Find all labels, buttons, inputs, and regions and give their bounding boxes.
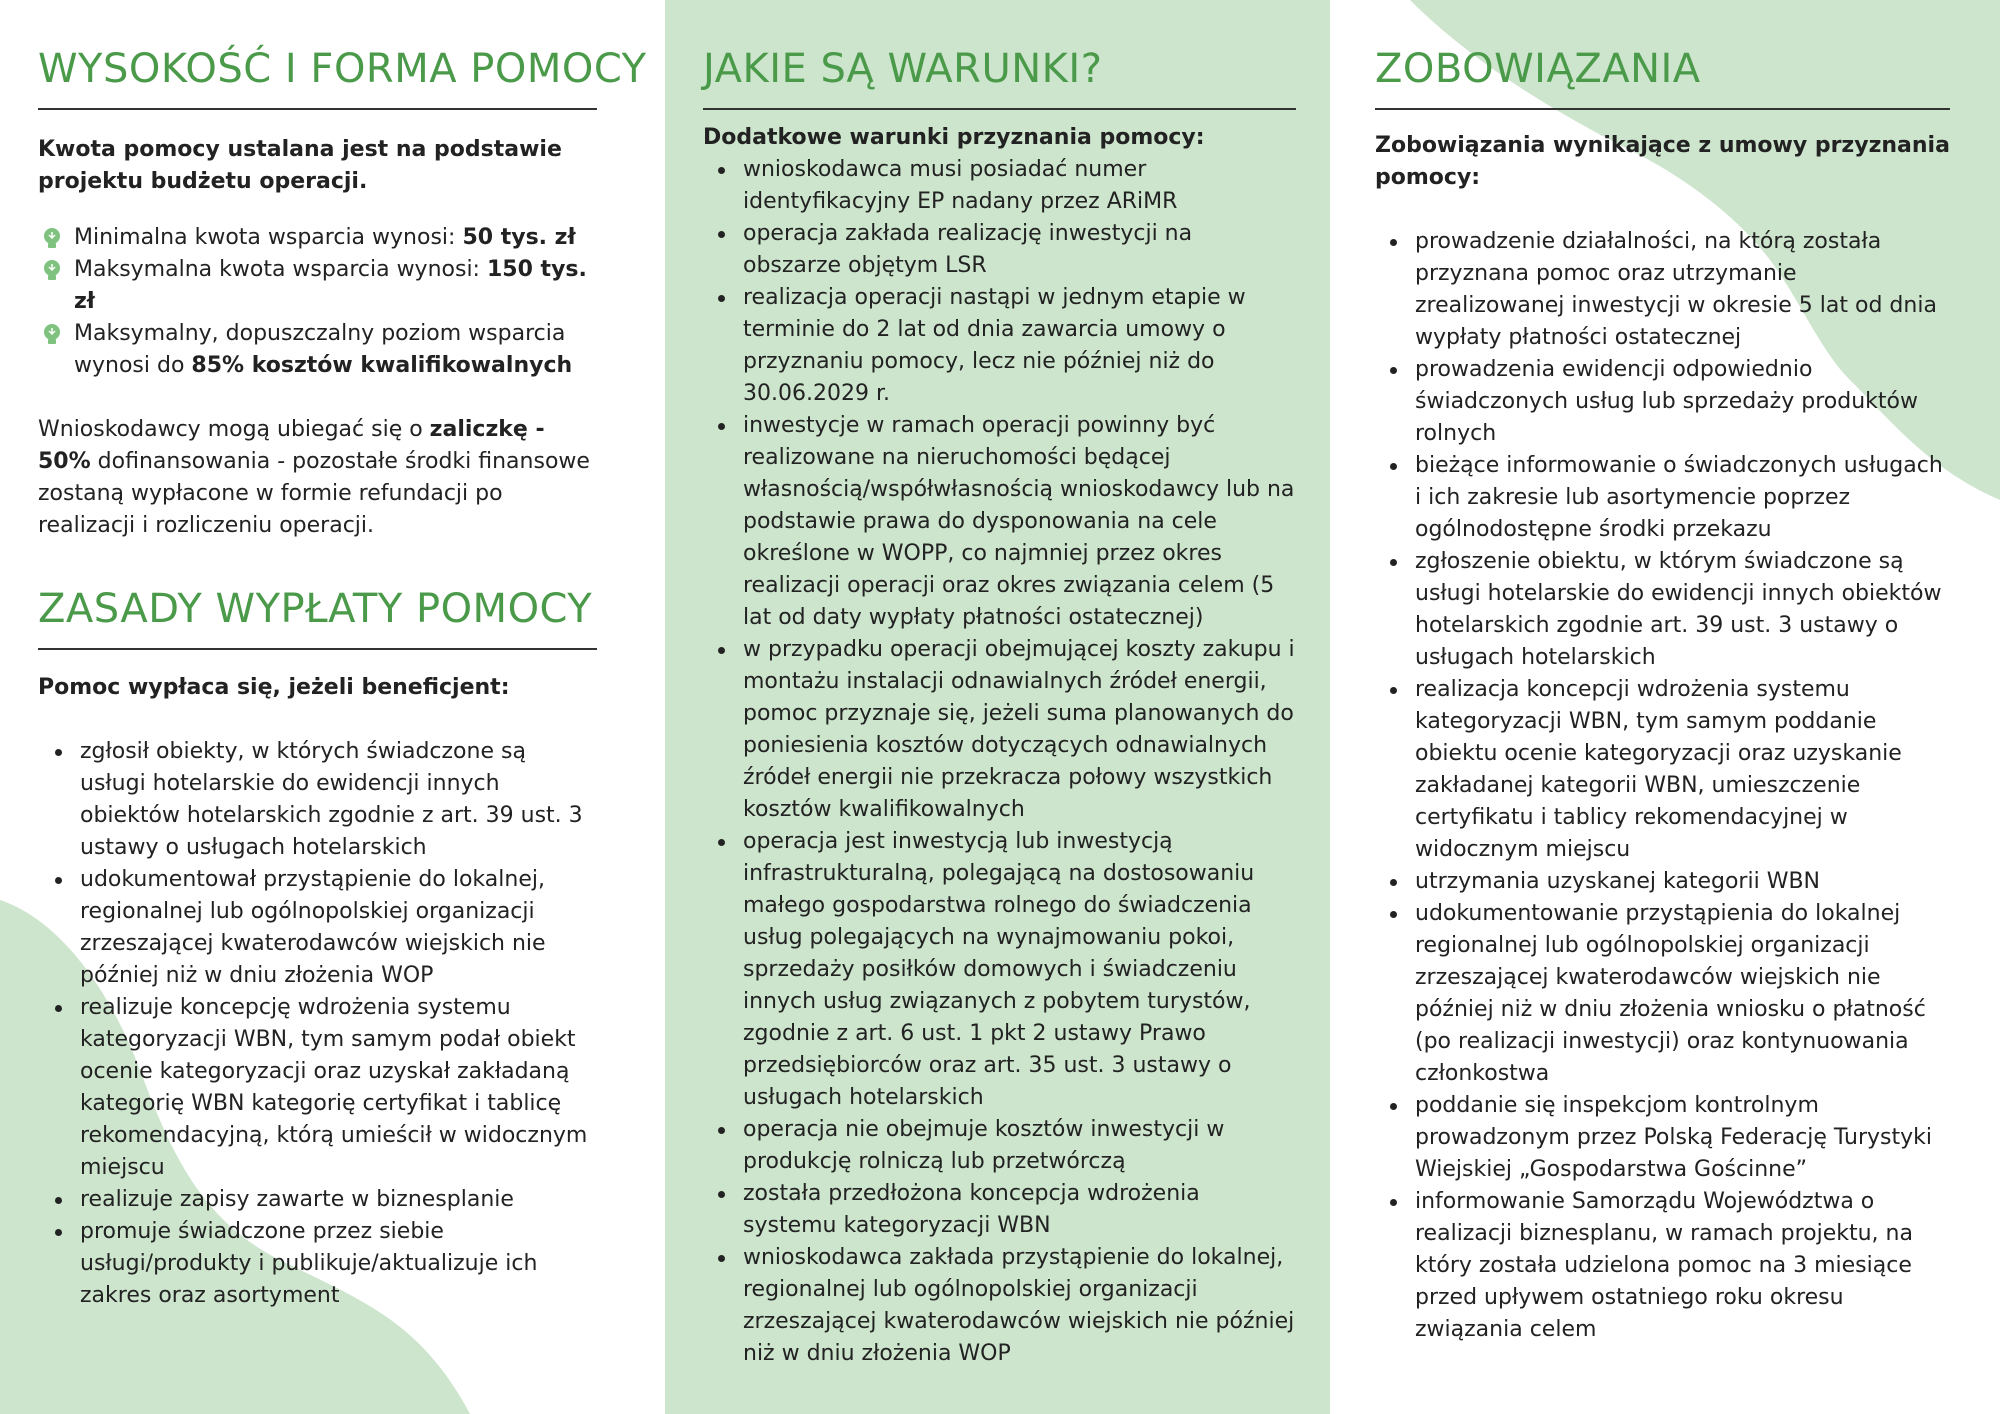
list-item: operacja jest inwestycją lub inwestycją infrastrukturalną, polegającą na dostosowaniu małego gospodarstwa rolnego do świadczenia usług polegających na wynajmowaniu pokoi, sprzedaży posiłków domowych i świadczeniu innych usług związanych z pobytem turystów, zgodnie z art. 6 ust. 1 pkt 2 ustawy Prawo przedsiębiorców oraz art. 35 ust. 3 ustawy o usługach hotelarskich [743,826,1296,1114]
advance-text-rest: dofinansowania - pozostałe środki finansowe zostaną wypłacone w formie refundacji po realizacji i rozliczeniu operacji. [38,449,590,538]
advance-value: zaliczkę - 50% [38,417,545,474]
list-item: realizuje koncepcję wdrożenia systemu kategoryzacji WBN, tym samym podał obiekt ocenie kategoryzacji oraz uzyskał zakładaną kategorię WBN kategorię certyfikat i tablicę rekomendacyjną, którą umieścił w widocznym miejscu [80,992,597,1184]
list-item: operacja nie obejmuje kosztów inwestycji w produkcję rolniczą lub przetwórczą [743,1114,1296,1178]
list-item: w przypadku operacji obejmującej koszty zakupu i montażu instalacji odnawialnych źródeł energii, pomoc przyznaje się, jeżeli suma planowanych do poniesienia kosztów dotyczących odnawialnych źródeł energii nie przekracza połowy wszystkich kosztów kwalifikowalnych [743,634,1296,826]
column-middle [665,0,1330,1414]
heading-conditions: JAKIE SĄ WARUNKI? [703,46,1103,92]
list-item: bieżące informowanie o świadczonych usługach i ich zakresie lub asortymencie poprzez ogólnodostępne środki przekazu [1415,450,1950,546]
list-item: zgłosił obiekty, w których świadczone są usługi hotelarskie do ewidencji innych obiektów hotelarskich zgodnie z art. 39 ust. 3 ustawy o usługach hotelarskich [80,736,597,864]
payment-list [38,736,597,1312]
list-item: operacja zakłada realizację inwestycji na obszarze objętym LSR [743,218,1296,282]
lightbulb-icon [40,258,64,282]
list-item: udokumentował przystąpienie do lokalnej, regionalnej lub ogólnopolskiej organizacji zrzeszającej kwaterodawców wiejskich nie później niż w dniu złożenia WOP [80,864,597,992]
list-item: wnioskodawca musi posiadać numer identyfikacyjny EP nadany przez ARiMR [743,154,1296,218]
list-item: wnioskodawca zakłada przystąpienie do lokalnej, regionalnej lub ogólnopolskiej organizacji zrzeszającej kwaterodawców wiejskich nie później niż w dniu złożenia WOP [743,1242,1296,1370]
divider [38,648,597,650]
amount-text: Maksymalna kwota wsparcia wynosi: [74,257,487,282]
column-right [1330,0,2000,1414]
payment-lead: Pomoc wypłaca się, jeżeli beneficjent: [38,675,510,700]
list-item: inwestycje w ramach operacji powinny być realizowane na nieruchomości będącej własnością/współwłasnością wnioskodawcy lub na podstawie prawa do dysponowania na cele określone w WOPP, co najmniej przez okres realizacji operacji oraz okres związania celem (5 lat od daty wypłaty płatności ostatecznej) [743,410,1296,634]
amount-lead: Kwota pomocy ustalana jest na podstawie projektu budżetu operacji. [38,137,562,194]
obligations-lead: Zobowiązania wynikające z umowy przyznania pomocy: [1375,133,1950,190]
column-left [0,0,665,1414]
divider [38,108,597,110]
amount-text: Minimalna kwota wsparcia wynosi: [74,225,463,250]
list-item [38,222,597,254]
list-item: prowadzenie działalności, na którą została przyznana pomoc oraz utrzymanie zrealizowanej inwestycji w okresie 5 lat od dnia wypłaty płatności ostatecznej [1415,226,1950,354]
list-item: realizacja operacji nastąpi w jednym etapie w terminie do 2 lat od dnia zawarcia umowy o przyznaniu pomocy, lecz nie później niż do 30.06.2029 r. [743,282,1296,410]
amount-value: 150 tys. zł [74,257,587,314]
list-item: realizuje zapisy zawarte w biznesplanie [80,1184,597,1216]
list-item: utrzymania uzyskanej kategorii WBN [1415,866,1950,898]
advance-paragraph [38,414,597,542]
heading-amount-form: WYSOKOŚĆ I FORMA POMOCY [38,46,647,92]
amount-value: 85% kosztów kwalifikowalnych [191,353,573,378]
amount-text: Maksymalny, dopuszczalny poziom wsparcia wynosi do [74,321,566,378]
lightbulb-icon [40,322,64,346]
list-item [38,254,597,318]
list-item [38,318,597,382]
list-item: zgłoszenie obiektu, w którym świadczone są usługi hotelarskie do ewidencji innych obiektów hotelarskich zgodnie art. 39 ust. 3 ustawy o usługach hotelarskich [1415,546,1950,674]
conditions-list [703,154,1296,1370]
lightbulb-icon [40,226,64,250]
list-item: została przedłożona koncepcja wdrożenia systemu kategoryzacji WBN [743,1178,1296,1242]
list-item: promuje świadczone przez siebie usługi/produkty i publikuje/aktualizuje ich zakres oraz asortyment [80,1216,597,1312]
list-item: poddanie się inspekcjom kontrolnym prowadzonym przez Polską Federację Turystyki Wiejskiej „Gospodarstwa Gościnne” [1415,1090,1950,1186]
amount-value: 50 tys. zł [462,225,576,250]
list-item: informowanie Samorządu Województwa o realizacji biznesplanu, w ramach projektu, na który została udzielona pomoc na 3 miesiące przed upływem ostatniego roku okresu związania celem [1415,1186,1950,1346]
divider [1375,108,1950,110]
list-item: realizacja koncepcji wdrożenia systemu kategoryzacji WBN, tym samym poddanie obiektu ocenie kategoryzacji oraz uzyskanie zakładanej kategorii WBN, umieszczenie certyfikatu i tablicy rekomendacyjnej w widocznym miejscu [1415,674,1950,866]
obligations-list [1375,226,1950,1346]
list-item: udokumentowanie przystąpienia do lokalnej regionalnej lub ogólnopolskiej organizacji zrzeszającej kwaterodawców wiejskich nie później niż w dniu złożenia wniosku o płatność (po realizacji inwestycji) oraz kontynuowania członkostwa [1415,898,1950,1090]
list-item: prowadzenia ewidencji odpowiednio świadczonych usług lub sprzedaży produktów rolnych [1415,354,1950,450]
amount-list [38,222,597,382]
heading-obligations: ZOBOWIĄZANIA [1375,46,1701,92]
conditions-lead: Dodatkowe warunki przyznania pomocy: [703,125,1205,150]
advance-text: Wnioskodawcy mogą ubiegać się o [38,417,430,442]
heading-payment-rules: ZASADY WYPŁATY POMOCY [38,586,593,632]
divider [703,108,1296,110]
